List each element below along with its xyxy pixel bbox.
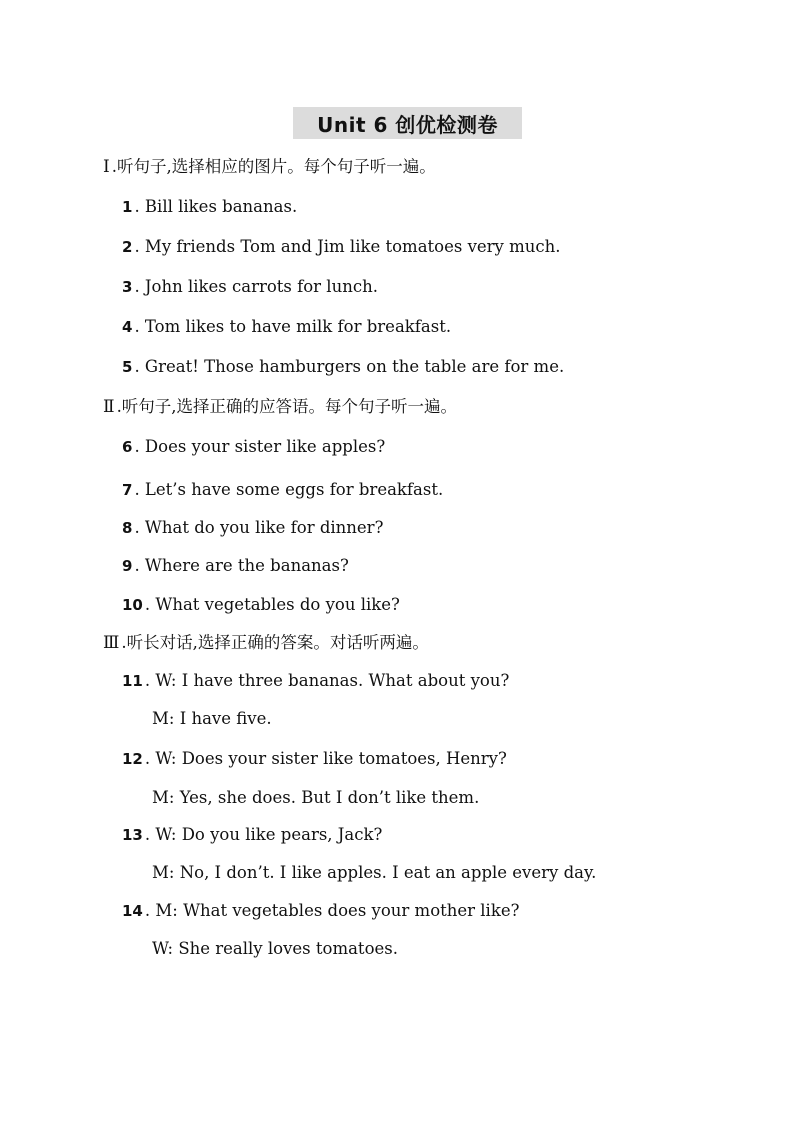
question-text: . What do you like for dinner? — [134, 518, 384, 537]
question-text: . What vegetables do you like? — [144, 595, 400, 614]
section-1-heading — [103, 156, 436, 178]
question-4 — [122, 316, 451, 338]
question-number: 6 — [122, 438, 133, 456]
dialogue-reply-12: M: Yes, she does. But I don’t like them. — [152, 788, 480, 807]
question-number: 8 — [122, 519, 133, 537]
dialogue-reply-11: M: I have five. — [152, 709, 272, 728]
question-number: 2 — [122, 238, 133, 256]
question-13 — [122, 824, 382, 846]
dialogue-reply-14: W: She really loves tomatoes. — [152, 939, 398, 958]
question-text: . Does your sister like apples? — [134, 437, 386, 456]
question-text: . Bill likes bananas. — [134, 197, 298, 216]
question-number: 11 — [122, 672, 143, 690]
question-8 — [122, 517, 383, 539]
section-instruction: .听长对话,选择正确的答案。对话听两遍。 — [121, 633, 429, 652]
question-number: 3 — [122, 278, 133, 296]
question-text: . Let’s have some eggs for breakfast. — [134, 480, 444, 499]
question-number: 13 — [122, 826, 143, 844]
question-number: 12 — [122, 750, 143, 768]
section-3-heading — [103, 632, 429, 654]
question-number: 7 — [122, 481, 133, 499]
question-9 — [122, 555, 349, 577]
question-10 — [122, 594, 400, 616]
question-text: . Where are the bananas? — [134, 556, 349, 575]
question-number: 4 — [122, 318, 133, 336]
question-12 — [122, 748, 507, 770]
question-text: . John likes carrots for lunch. — [134, 277, 378, 296]
question-6 — [122, 436, 385, 458]
question-number: 1 — [122, 198, 133, 216]
question-text: . W: I have three bananas. What about you? — [144, 671, 510, 690]
question-number: 5 — [122, 358, 133, 376]
question-14 — [122, 900, 519, 922]
page-title: Unit 6 创优检测卷 — [293, 107, 522, 139]
question-text: . W: Does your sister like tomatoes, Henry? — [144, 749, 507, 768]
question-1 — [122, 196, 297, 218]
question-number: 10 — [122, 596, 143, 614]
question-text: . W: Do you like pears, Jack? — [144, 825, 383, 844]
question-7 — [122, 479, 443, 501]
question-3 — [122, 276, 378, 298]
question-text: . Tom likes to have milk for breakfast. — [134, 317, 452, 336]
question-text: . My friends Tom and Jim like tomatoes very much. — [134, 237, 561, 256]
section-numeral: Ⅲ — [103, 633, 120, 653]
question-number: 9 — [122, 557, 133, 575]
section-numeral: Ⅱ — [103, 397, 115, 417]
question-11 — [122, 670, 509, 692]
section-instruction: .听句子,选择正确的应答语。每个句子听一遍。 — [116, 397, 458, 416]
section-2-heading — [103, 396, 457, 418]
section-numeral: Ⅰ — [103, 157, 110, 177]
section-instruction: .听句子,选择相应的图片。每个句子听一遍。 — [111, 157, 436, 176]
question-text: . Great! Those hamburgers on the table are for me. — [134, 357, 565, 376]
question-text: . M: What vegetables does your mother like? — [144, 901, 520, 920]
question-2 — [122, 236, 561, 258]
question-number: 14 — [122, 902, 143, 920]
question-5 — [122, 356, 564, 378]
dialogue-reply-13: M: No, I don’t. I like apples. I eat an apple every day. — [152, 863, 597, 882]
